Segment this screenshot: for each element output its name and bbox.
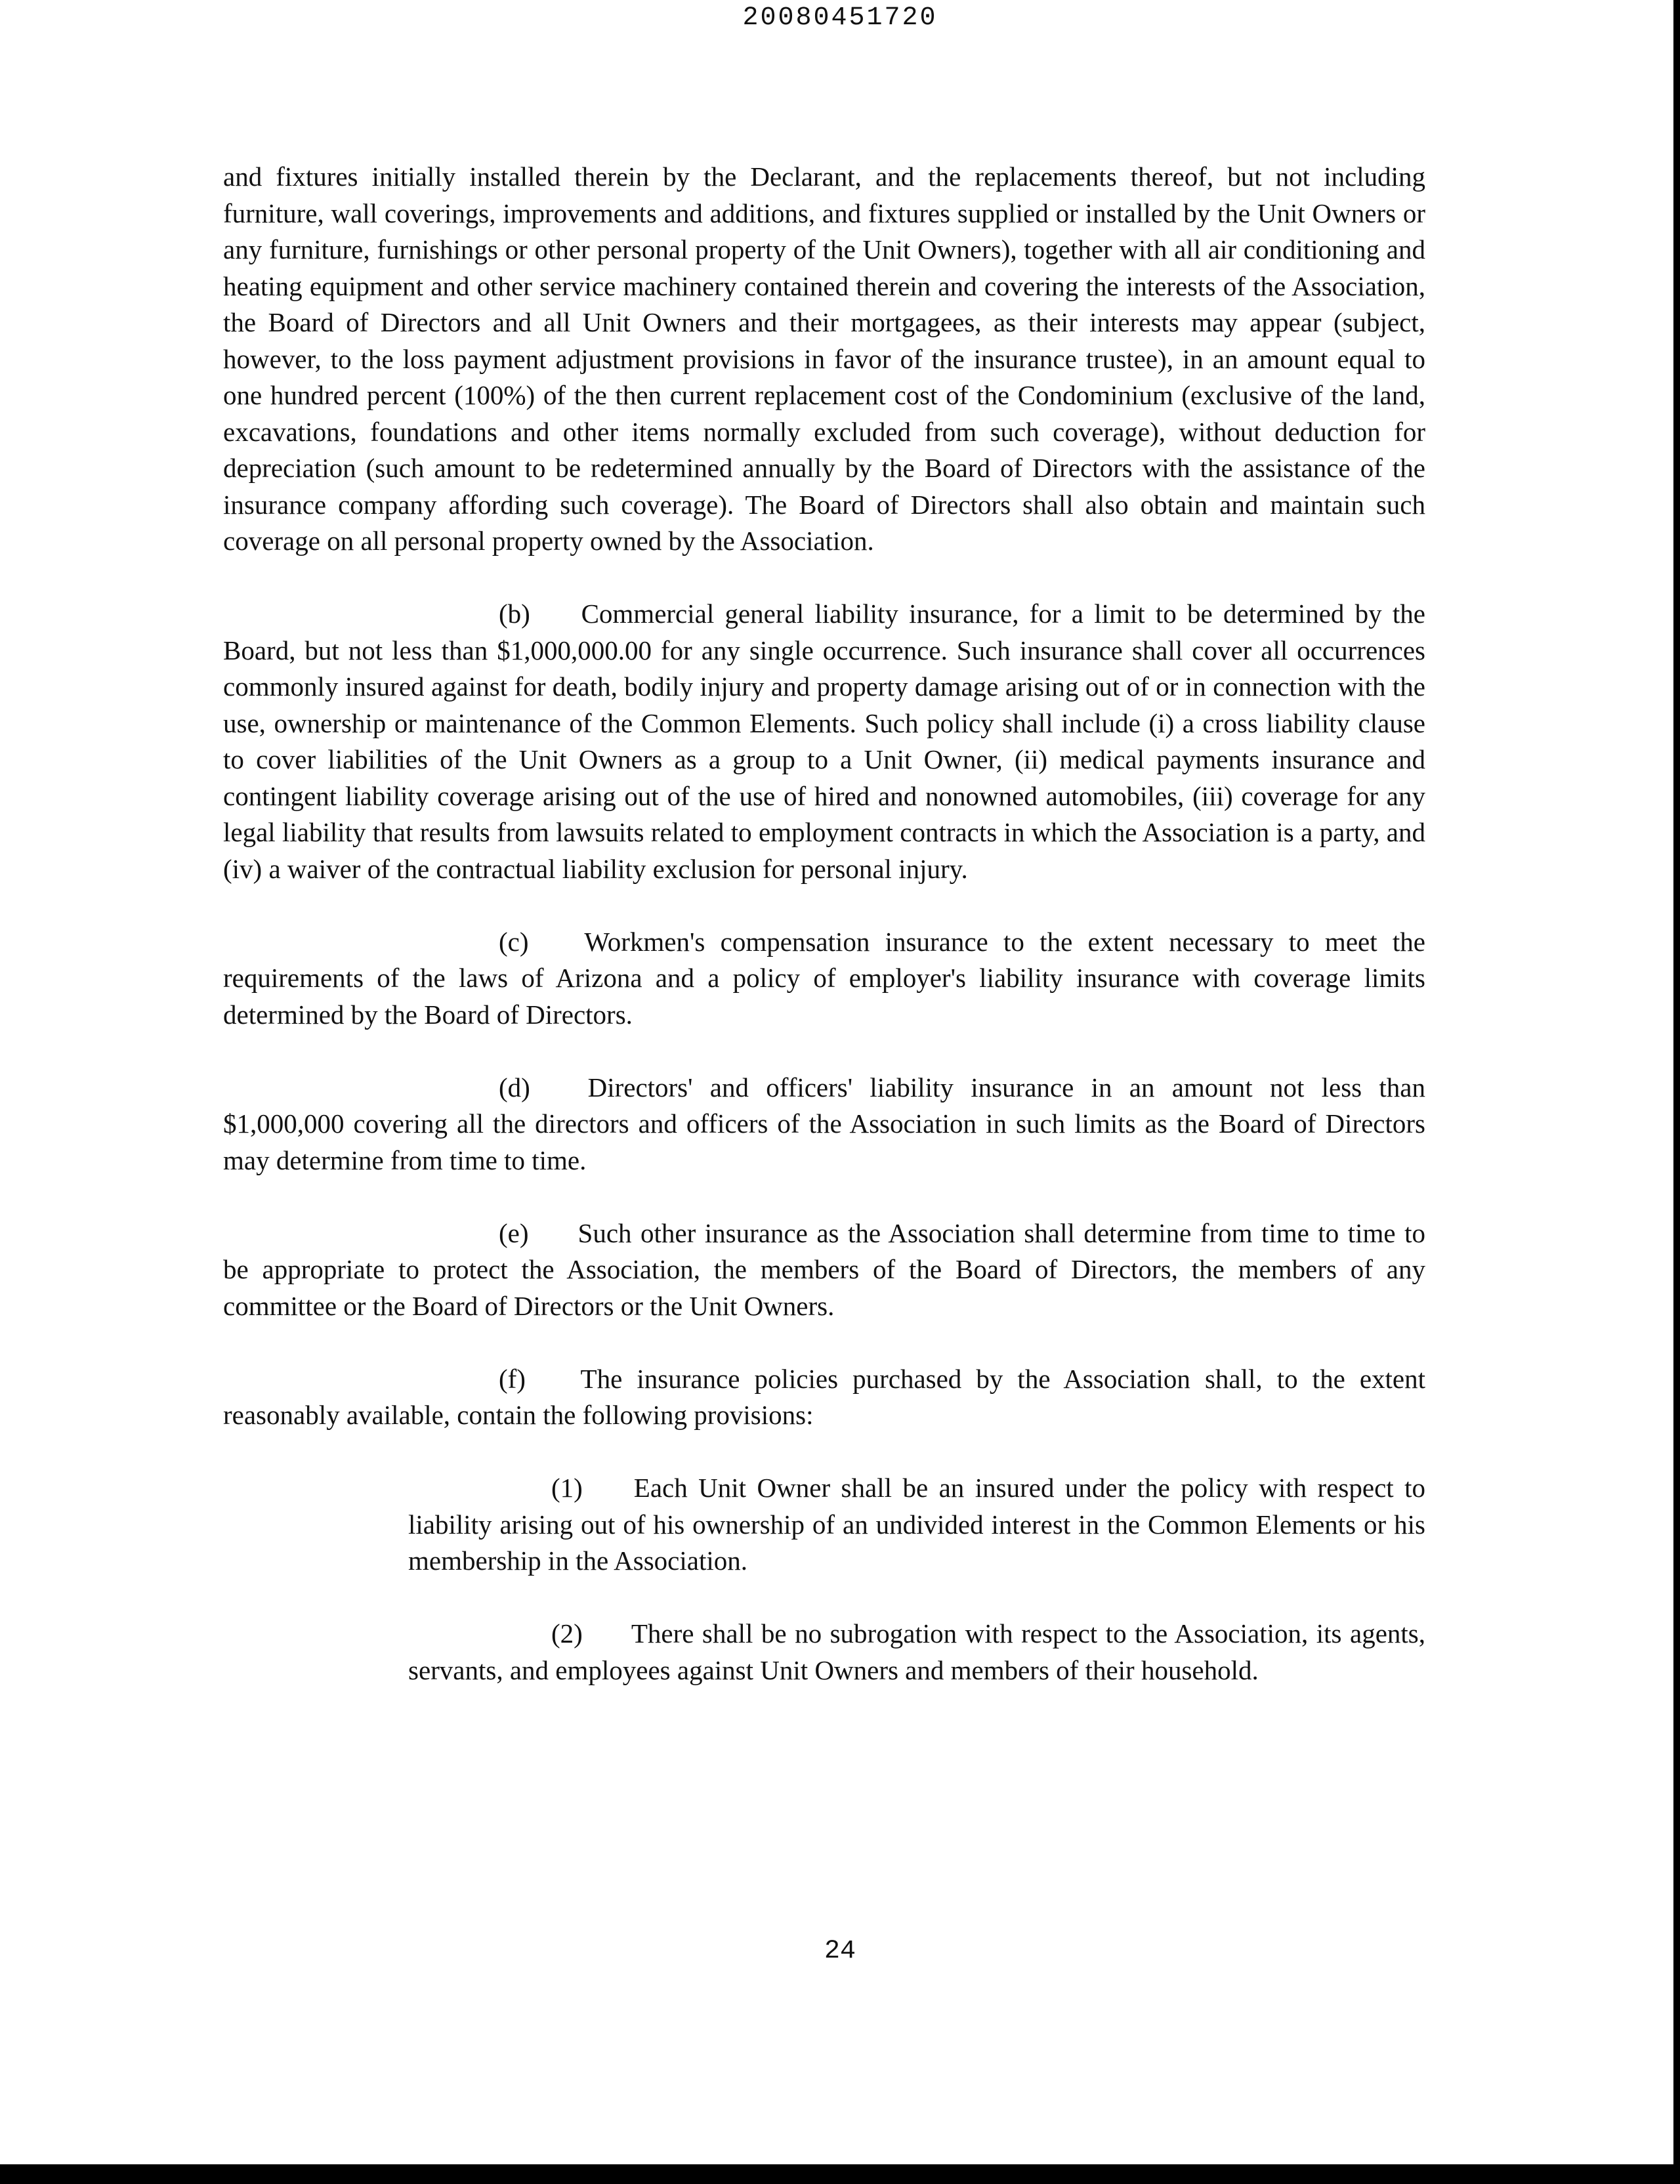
paragraph-marker: (c) xyxy=(499,926,529,957)
paragraph-e-other-insurance xyxy=(223,1215,1425,1325)
paragraph-marker: (d) xyxy=(499,1072,530,1102)
paragraph-text: Such other insurance as the Association shall determine from time to time to be appropriate to protect the Association, the members of the Board of Directors, the members of any committee or the Board of Directors or the Unit Owners. xyxy=(223,1217,1425,1321)
scan-border-right xyxy=(1673,0,1680,2184)
paragraph-text: Directors' and officers' liability insurance in an amount not less than $1,000,000 covering all the directors and officers of the Association in such limits as the Board of Directors may determine from time to time. xyxy=(223,1072,1426,1175)
subparagraph-1-unit-owner-insured xyxy=(408,1470,1425,1580)
scan-border-bottom xyxy=(0,2164,1680,2184)
paragraph-d-directors-officers xyxy=(223,1070,1425,1179)
document-body xyxy=(223,159,1425,1725)
paragraph-marker: (b) xyxy=(499,598,530,629)
paragraph-marker: (2) xyxy=(551,1618,583,1648)
paragraph-c-workmens-compensation xyxy=(223,924,1425,1034)
paragraph-f-policy-provisions xyxy=(223,1361,1425,1434)
paragraph-b-general-liability xyxy=(223,596,1425,887)
paragraph-text: Commercial general liability insurance, for a limit to be determined by the Board, but not less than $1,000,000.00 for any single occurrence. Such insurance shall cover all occurrences commonly insured against for death, bodily injury and property damage arising out of or in connection with the use, ownership or maintenance of the Common Elements. Such policy shall include (i) a cross liability clause to cover liabilities of the Unit Owners as a group to a Unit Owner, (ii) medical payments insurance and contingent liability coverage arising out of the use of hired and nonowned automobiles, (iii) coverage for any legal liability that results from lawsuits related to employment contracts in which the Association is a party, and (iv) a waiver of the contractual liability exclusion for personal injury. xyxy=(223,598,1425,884)
paragraph-marker: (f) xyxy=(499,1363,526,1394)
paragraph-text: Each Unit Owner shall be an insured under the policy with respect to liability arising out of his ownership of an undivided interest in the Common Elements or his membership in the Association. xyxy=(408,1473,1426,1576)
paragraph-marker: (e) xyxy=(499,1217,529,1248)
paragraph-property-insurance-continued xyxy=(223,159,1425,560)
document-number: 20080451720 xyxy=(742,3,938,33)
paragraph-text: Workmen's compensation insurance to the extent necessary to meet the requirements of the laws of Arizona and a policy of employer's liability insurance with coverage limits determined by the Board of Directors. xyxy=(223,926,1425,1030)
paragraph-text: There shall be no subrogation with respect to the Association, its agents, servants, and employees against Unit Owners and members of their household. xyxy=(408,1618,1426,1685)
page-number: 24 xyxy=(824,1937,856,1966)
paragraph-text: The insurance policies purchased by the Association shall, to the extent reasonably available, contain the following provisions: xyxy=(223,1363,1426,1430)
paragraph-marker: (1) xyxy=(551,1473,583,1503)
subparagraph-2-no-subrogation xyxy=(408,1616,1425,1689)
paragraph-text: and fixtures initially installed therein by the Declarant, and the replacements thereof, but not including furniture, wall coverings, improvements and additions, and fixtures supplied or installed by the Unit Owners or any furniture, furnishings or other personal property of the Unit Owners), together with all air conditioning and heating equipment and other service machinery contained therein and covering the interests of the Association, the Board of Directors and all Unit Owners and their mortgagees, as their interests may appear (subject, however, to the loss payment adjustment provisions in favor of the insurance trustee), in an amount equal to one hundred percent (100%) of the then current replacement cost of the Condominium (exclusive of the land, excavations, foundations and other items normally excluded from such coverage), without deduction for depreciation (such amount to be redetermined annually by the Board of Directors with the assistance of the insurance company affording such coverage). The Board of Directors shall also obtain and maintain such coverage on all personal property owned by the Association. xyxy=(223,161,1425,556)
